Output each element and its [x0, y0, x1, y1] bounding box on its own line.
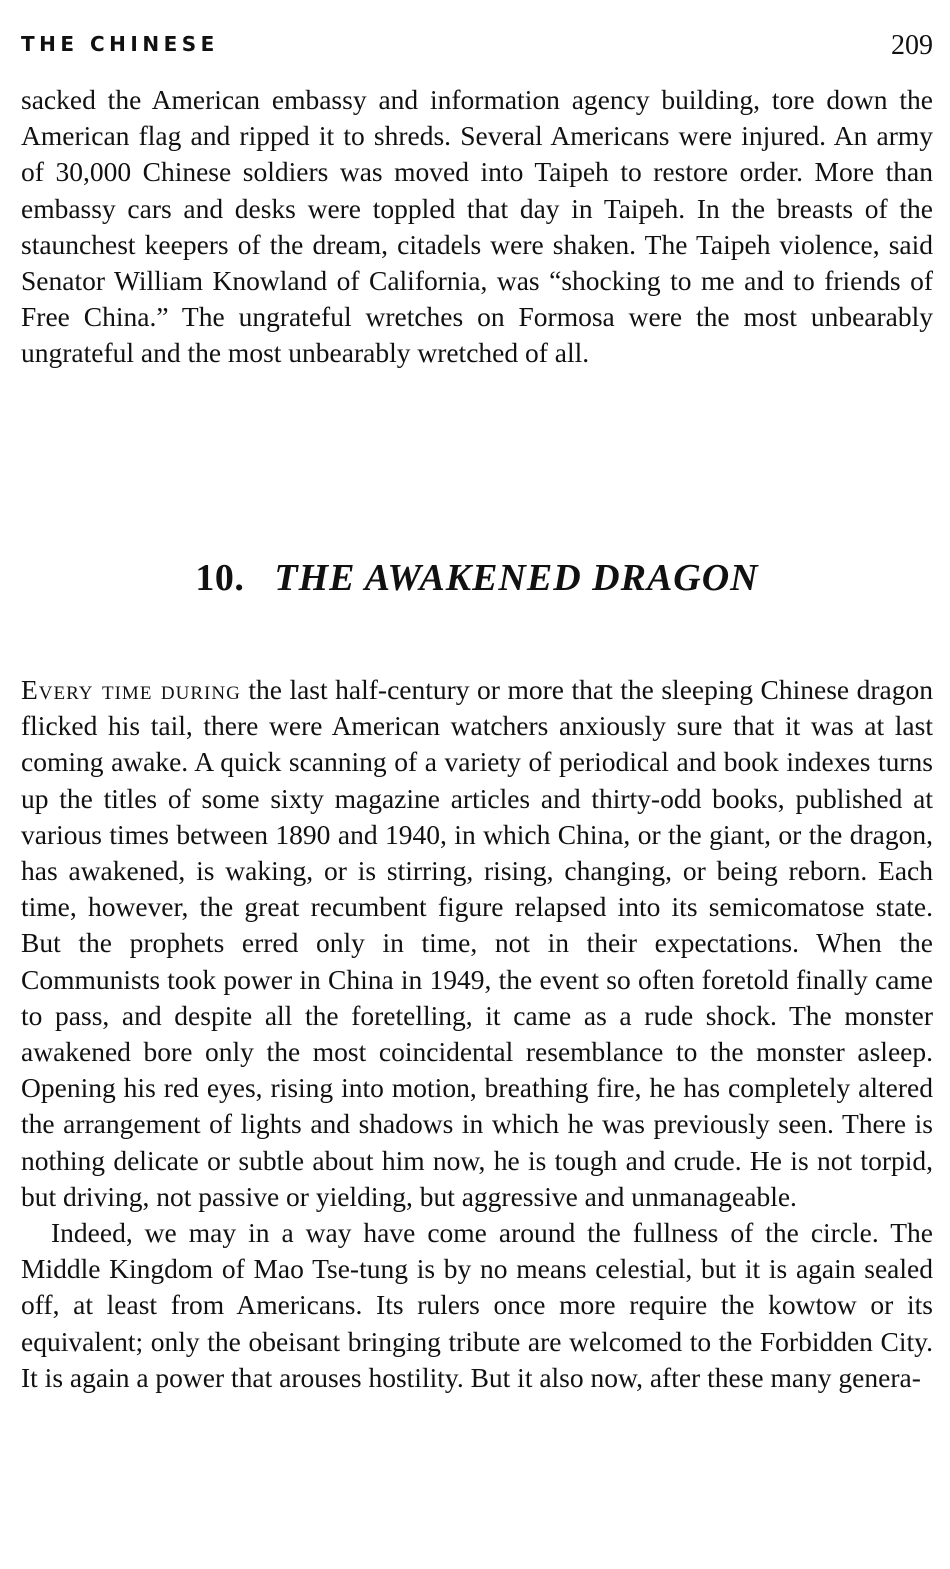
- chapter-number: 10.: [195, 557, 245, 599]
- second-paragraph: Indeed, we may in a way have come around the fullness of the circle. The Middle Kingdom of Mao Tse-tung is by no means celestial, but it is again sealed off, at least from Americans. Its rulers once more require the kowtow or its equivalent; only the obeisant bringing tribute are welcomed to the Forbidden City. It is again a power that arouses hostility. But it also now, after these many genera-: [21, 1217, 933, 1393]
- opening-paragraph: [21, 672, 933, 1215]
- continued-paragraph-block: [21, 82, 933, 372]
- page-number: 209: [891, 30, 933, 61]
- running-title: THE CHINESE: [21, 32, 219, 56]
- chapter-heading: [21, 556, 933, 600]
- chapter-title: THE AWAKENED DRAGON: [274, 557, 759, 599]
- running-head: [21, 30, 933, 61]
- opening-paragraph-text: the last half-century or more that the sleeping Chinese dragon flicked his tail, there were American watchers anxiously sure that it was at last coming awake. A quick scanning of a variety of periodical and book indexes turns up the titles of some sixty magazine articles and thirty-odd books, published at various times between 1890 and 1940, in which China, or the giant, or the dragon, has awakened, is waking, or is stirring, rising, changing, or being reborn. Each time, however, the great recumbent figure relapsed into its semicomatose state. But the prophets erred only in time, not in their expectations. When the Communists took power in China in 1949, the event so often foretold finally came to pass, and despite all the foretelling, it came as a rude shock. The monster awakened bore only the most coincidental resemblance to the monster asleep. Opening his red eyes, rising into motion, breathing fire, he has completely altered the arrangement of lights and shadows in which he was previously seen. There is nothing delicate or subtle about him now, he is tough and crude. He is not torpid, but driving, not passive or yielding, but aggressive and unmanageable.: [21, 674, 933, 1212]
- chapter-body: [21, 672, 933, 1396]
- opening-lead-in: Every time during: [21, 674, 241, 705]
- continued-paragraph: sacked the American embassy and information agency building, tore down the American flag and ripped it to shreds. Several Americans were injured. An army of 30,000 Chinese soldiers was moved into Taipeh to restore order. More than embassy cars and desks were toppled that day in Taipeh. In the breasts of the staunchest keepers of the dream, citadels were shaken. The Taipeh violence, said Senator William Knowland of California, was “shocking to me and to friends of Free China.” The ungrateful wretches on Formosa were the most unbearably ungrateful and the most unbearably wretched of all.: [21, 84, 933, 369]
